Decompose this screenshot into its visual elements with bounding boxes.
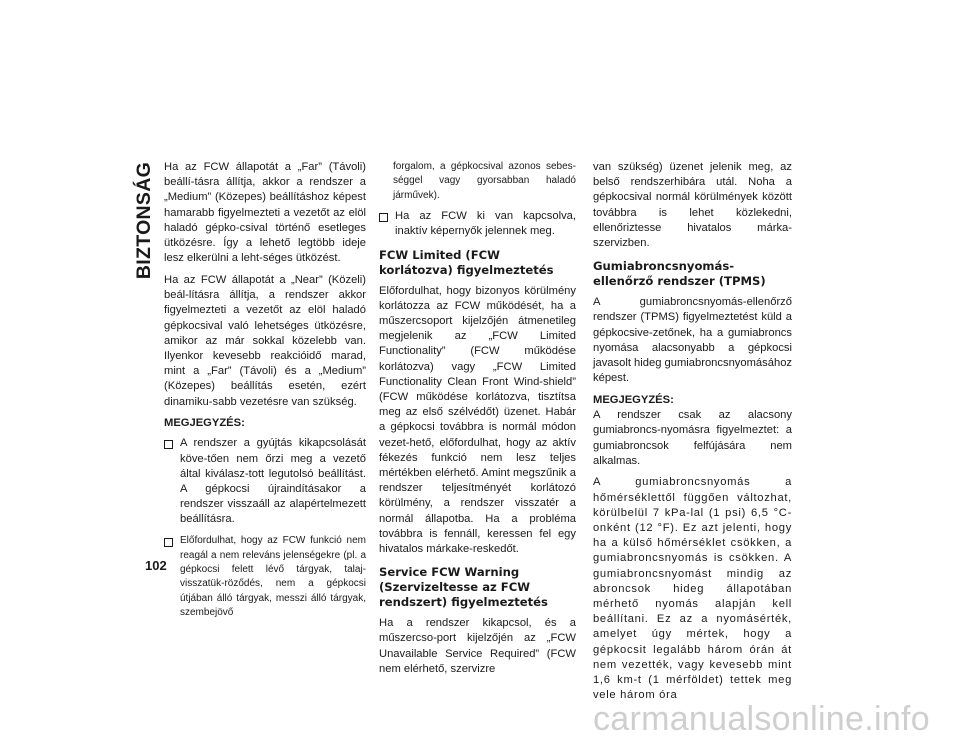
section-tab-label: BIZTONSÁG <box>133 161 156 279</box>
bullet-text: A rendszer a gyújtás kikapcsolását köve-tően nem őrzi meg a vezető által kiválasz-tott legutolsó beállítást. A gépkocsi újraindításakor a rendszer visszaáll az alapértelmezett beállításra. <box>180 437 366 526</box>
list-item <box>164 534 366 620</box>
paragraph-service-continued: van szükség) üzenet jelenik meg, az belső rendszerhibára utál. Noha a gépkocsival normál körülmények között továbbra is lehet közlekedni, ellenőriztesse hivatalos márka-szervizben. <box>593 161 792 250</box>
column-3 <box>593 160 792 710</box>
paragraph-near-setting: Ha az FCW állapotát a „Near” (Közeli) beál-lításra állítja, a rendszer akkor figyelmezteti a vezetőt az elöl haladó gépkocsival való lehetséges ütközésre, amikor az már sokkal közelebb van. Ilyenkor kevesebb reakcióidő marad, mint a „Far” (Távoli) és a „Medium” (Közepes) beállítás esetén, ezért dinamiku-sabb vezetésre van szükség. <box>164 273 366 408</box>
bullet-text: Ha az FCW ki van kapcsolva, inaktív képernyők jelennek meg. <box>395 210 576 238</box>
note-label: MEGJEGYZÉS: <box>593 393 674 406</box>
checkbox-bullet-icon <box>379 213 388 222</box>
paragraph-fcw-limited: Előfordulhat, hogy bizonyos körülmény korlátozza az FCW működését, ha a műszercsoport kijelzőjén átmenetileg megjelenik az „FCW Limited Functionality” (FCW működése korlátozva) vagy „FCW Limited Functionality Clean Front Wind-shield” (FCW működése korlátozva, tisztítsa meg az első szélvédőt) üzenet. Habár a gépkocsi továbbra is normál módon vezet-hető, előfordulhat, hogy az aktív fékezés funkció nem lesz teljes mértékben elérhető. Amint megszűnik a rendszer teljesítményét korlátozó körülmény, a rendszer visszatér a normál állapotba. Ha a probléma továbbra is fennáll, keressen fel egy hivatalos márkake-reskedőt. <box>379 284 576 556</box>
heading-fcw-limited: FCW Limited (FCW korlátozva) figyelmeztetés <box>379 247 554 277</box>
paragraph-tpms: A gumiabroncsnyomás-ellenőrző rendszer (TPMS) figyelmeztetést küld a gépkocsive-zetőnek, ha a gumiabroncs nyomása alacsonyabb a gépkocsi javasolt hideg gumiabroncsnyomásához képest. <box>593 296 793 385</box>
list-item <box>164 436 366 527</box>
bullet-text: Előfordulhat, hogy az FCW funkció nem reagál a nem releváns jelenségekre (pl. a gépkocsi felett lévő tárgyak, talaj-visszatük-röződés, nem a gépkocsi útjában álló tárgyak, messzi álló tárgyak, szembejövő <box>180 535 366 619</box>
column-1 <box>164 160 366 627</box>
paragraph-service-fcw: Ha a rendszer kikapcsol, és a műszercso-port kijelzőjén az „FCW Unavailable Service Required” (FCW nem elérhető, szervizre <box>379 617 576 675</box>
page-number: 102 <box>145 558 167 573</box>
paragraph-tire-temperature: A gumiabroncsnyomás a hőmérséklettől függően változhat, körülbelül 7 kPa-lal (1 psi) 6,5 °C-onként (12 °F). Ez azt jelenti, hogy ha a külső hőmérséklet csökken, a gumiabroncsnyomás is csökken. A gumiabroncsnyomást mindig az abroncsok hideg állapotában mérhető nyomás alapján kell beállítani. Ez az a nyomásérték, amelyet úgy mértek, hogy a gépkocsit legalább három órán át nem vezették, vagy kevesebb mint 1,6 km-t (1 mérföldet) tettek meg vele három óra <box>593 476 792 702</box>
section-tab <box>131 160 159 280</box>
note-label: MEGJEGYZÉS: <box>164 417 245 430</box>
bullet-continuation: forgalom, a gépkocsival azonos sebes-séggel vagy gyorsabban haladó járművek). <box>393 161 576 201</box>
heading-service-fcw: Service FCW Warning (Szervizeltesse az FCW rendszert) figyelmeztetés <box>379 565 548 610</box>
column-2 <box>379 160 576 684</box>
note-text: A rendszer csak az alacsony gumiabroncs-nyomásra figyelmeztet: a gumiabroncsok felfújására nem alkalmas. <box>593 409 792 467</box>
checkbox-bullet-icon <box>164 440 173 449</box>
paragraph-far-setting: Ha az FCW állapotát a „Far” (Távoli) beállí-tásra állítja, akkor a rendszer a „Medium” (Közepes) beállításhoz képest hamarabb figyelmezteti a vezetőt az elöl haladó gépko-csival történő esetleges ütközésre. Így a lehető legtöbb ideje lesz elkerülni a leht-séges ütközést. <box>164 161 366 265</box>
checkbox-bullet-icon <box>164 538 173 547</box>
watermark: carmanualsonline.info <box>592 700 930 738</box>
heading-tpms: Gumiabroncsnyomás-ellenőrző rendszer (TPMS) <box>593 259 766 289</box>
list-item <box>379 209 576 239</box>
